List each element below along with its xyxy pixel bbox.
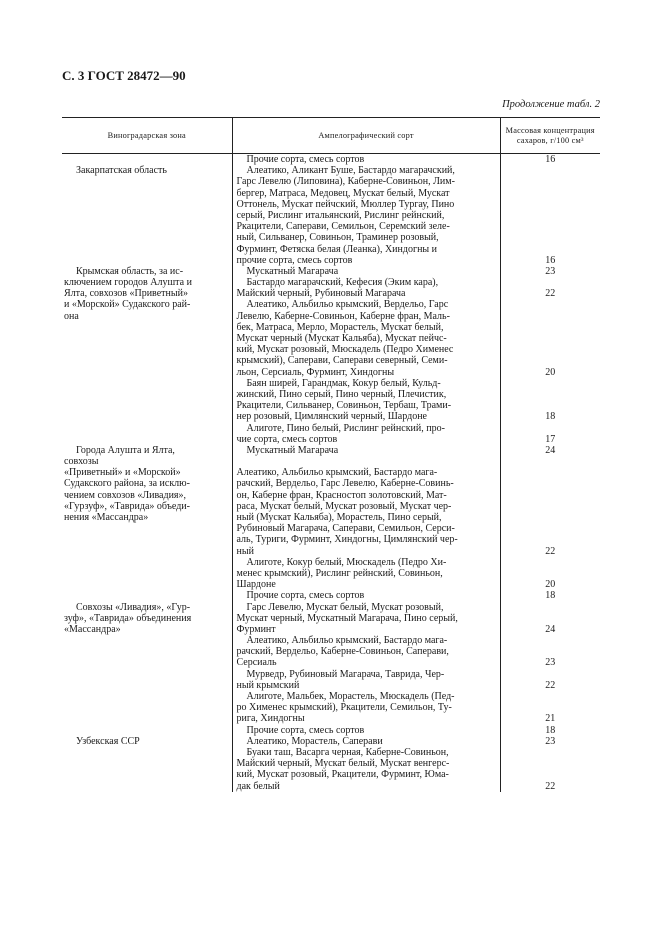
zone-name-line: она: [64, 310, 79, 322]
variety-line: прочие сорта, смесь сортов: [236, 254, 353, 266]
column-header-variety: Ампелографический сорт: [232, 118, 500, 154]
variety-cell: [232, 445, 500, 602]
zone-name-line: Узбекская ССР: [76, 735, 140, 747]
column-header-zone: Виноградарская зона: [62, 118, 232, 154]
variety-cell: [232, 154, 500, 266]
variety-line: Мускатный Магарача: [246, 444, 339, 456]
zone-name-line: Ялта, совхозов «Приветный»: [64, 288, 188, 300]
variety-line: Алеатико, Альбильо крымский, Бастардо мага-: [246, 635, 448, 647]
sugar-value: 17: [545, 433, 556, 445]
variety-line: ный: [236, 545, 254, 557]
variety-line: Ркацители, Саперави, Семильон, Серемский зеле-: [236, 221, 450, 233]
variety-line: Гарс Левелю (Липовина), Каберне-Совиньон, Лим-: [236, 176, 455, 188]
variety-line: бергер, Матраса, Медовец, Мускат белый, Мускат: [236, 187, 450, 199]
zone-name-line: Судакского района, за исклю-: [64, 478, 190, 490]
variety-line: Алеатико, Морастель, Саперави: [246, 735, 383, 747]
variety-line: Алеатико, Альбильо крымский, Вердельо, Гарс: [246, 299, 449, 311]
zone-cell: [62, 736, 232, 792]
variety-line: рига, Хиндогны: [236, 713, 305, 725]
variety-line: бек, Матраса, Мерло, Морастель, Мускат белый,: [236, 321, 444, 333]
zone-row: [62, 602, 600, 736]
variety-line: [233, 456, 500, 467]
variety-line: Бастардо магарачский, Кефесия (Эким кара),: [246, 277, 439, 289]
table-header-row: [62, 118, 600, 154]
variety-line: Фурминт, Фетяска белая (Леанка), Хиндогны и: [236, 243, 437, 255]
sugar-value: 24: [545, 623, 556, 635]
variety-line: Шардоне: [236, 579, 276, 591]
zone-name-line: чением совхозов «Ливадия»,: [64, 489, 187, 501]
sugar-value: 22: [545, 545, 556, 557]
sugar-concentration-table: [62, 117, 600, 792]
zone-name-line: зуф», «Таврида» объединения: [64, 612, 192, 624]
variety-line: менес крымский), Рислинг рейнский, Совиньон,: [236, 567, 443, 579]
variety-cell: [232, 602, 500, 736]
variety-line: льон, Серсиаль, Фурминт, Хиндогны: [236, 366, 395, 378]
sugar-value: 22: [545, 679, 556, 691]
sugar-value: 23: [545, 265, 556, 277]
variety-line: ро Хименес крымский), Ркацители, Семильон, Ту-: [236, 702, 452, 714]
variety-cell: [232, 266, 500, 445]
variety-line: Мускат черный (Мускат Кальяба), Мускат пейчс-: [236, 333, 447, 344]
zone-name-line: Крымская область, за ис-: [76, 265, 184, 277]
sugar-value: 18: [545, 724, 556, 736]
variety-line: Алиготе, Кокур белый, Мюскадель (Педро Хи-: [246, 556, 447, 568]
zone-cell: [62, 445, 232, 602]
variety-line: нер розовый, Цимлянский черный, Шардоне: [236, 411, 427, 423]
variety-line: Прочие сорта, смесь сортов: [246, 154, 365, 165]
variety-line: Алеатико, Альбильо крымский, Бастардо мага-: [236, 467, 438, 479]
variety-line: серый, Рислинг итальянский, Рислинг рейнский,: [236, 209, 445, 221]
sugar-value: 18: [545, 590, 556, 602]
sugar-value: 24: [545, 444, 556, 456]
variety-line: Майский черный, Мускат белый, Мускат венгерс-: [236, 758, 450, 770]
zone-name-line: ключением городов Алушта и: [64, 277, 192, 289]
zone-row: [62, 266, 600, 445]
sugar-value: 22: [545, 288, 556, 300]
sugar-value: 16: [545, 154, 556, 165]
value-cell: [500, 602, 600, 736]
sugar-value: 20: [545, 366, 556, 378]
table-caption: Продолжение табл. 2: [502, 99, 600, 110]
variety-line: Ркацители, Сильванер, Совиньон, Тербаш, Трами-: [236, 400, 452, 412]
variety-line: он, Каберне фран, Красностоп золотовский, Мат-: [236, 489, 447, 501]
sugar-value: 23: [545, 735, 556, 747]
variety-line: ный, Сильванер, Совиньон, Траминер розовый,: [236, 232, 439, 244]
variety-line: крымский), Саперави, Саперави северный, Семи-: [236, 355, 448, 367]
variety-line: Серсиаль: [236, 657, 277, 669]
variety-line: жинский, Пино серый, Пино черный, Плечистик,: [236, 388, 447, 400]
page-header: С. 3 ГОСТ 28472—90: [62, 68, 186, 83]
sugar-value: 16: [545, 254, 556, 266]
column-header-sugar: Массовая концентрация сахаров, г/100 см³: [500, 118, 600, 154]
zone-cell: [62, 266, 232, 445]
variety-line: чие сорта, смесь сортов: [236, 433, 338, 445]
zone-name-line: Города Алушта и Ялта,: [76, 444, 175, 456]
variety-line: Мускатный Магарача: [246, 265, 339, 277]
sugar-value: 18: [545, 411, 556, 423]
variety-line: Фурминт: [236, 623, 276, 635]
variety-line: Левелю, Каберне-Совиньон, Каберне фран, Маль-: [236, 310, 450, 322]
variety-line: рачский, Вердельо, Гарс Левелю, Каберне-Совинь-: [236, 478, 454, 490]
zone-cell: [62, 154, 232, 266]
value-cell: [500, 266, 600, 445]
sugar-value: 22: [545, 780, 556, 792]
variety-line: Гарс Левелю, Мускат белый, Мускат розовый,: [246, 601, 444, 613]
zone-name-line: Закарпатская область: [76, 165, 167, 177]
variety-line: Оттонель, Мускат пейчский, Мюллер Тургау, Пино: [236, 198, 455, 210]
variety-line: ный (Мускат Кальяба), Морастель, Пино серый,: [236, 512, 442, 523]
variety-line: Мускат черный, Мускатный Магарача, Пино серый,: [236, 612, 458, 624]
variety-line: кий, Мускат розовый, Мюскадель (Педро Хименес: [236, 344, 454, 356]
zone-name-line: «Гурзуф», «Таврида» объеди-: [64, 500, 190, 512]
sugar-value: 20: [545, 579, 556, 591]
variety-line: Буаки таш, Васарга черная, Каберне-Совиньон,: [246, 746, 449, 758]
variety-line: Баян ширей, Гарандмак, Кокур белый, Кульд-: [246, 377, 441, 389]
zone-name-line: совхозы: [64, 456, 99, 468]
variety-line: рачский, Вердельо, Каберне-Совиньон, Саперави,: [236, 646, 449, 658]
variety-line: Мурведр, Рубиновый Магарача, Таврида, Чер-: [246, 668, 445, 680]
sugar-value: 23: [545, 657, 556, 669]
variety-line: кий, Мускат розовый, Ркацители, Фурминт, Юма-: [236, 769, 449, 781]
variety-line: Прочие сорта, смесь сортов: [246, 724, 365, 736]
zone-row: [62, 154, 600, 266]
zone-cell: [62, 602, 232, 736]
zone-name-line: нения «Массандра»: [64, 512, 149, 523]
variety-line: Рубиновый Магарача, Саперави, Семильон, Серси-: [236, 523, 455, 535]
zone-row: [62, 445, 600, 602]
sugar-value: 21: [545, 713, 556, 725]
zone-name-line: Совхозы «Ливадия», «Гур-: [76, 601, 191, 613]
variety-line: аль, Туриги, Фурминт, Хиндогны, Цимлянский чер-: [236, 534, 458, 546]
variety-line: Алеатико, Аликант Буше, Бастардо магарачский,: [246, 165, 455, 177]
value-cell: [500, 445, 600, 602]
variety-line: Прочие сорта, смесь сортов: [246, 590, 365, 602]
value-cell: [500, 736, 600, 792]
zone-name-line: «Массандра»: [64, 623, 121, 635]
variety-line: Алиготе, Мальбек, Морастель, Мюскадель (Пед-: [246, 691, 455, 702]
variety-line: Алиготе, Пино белый, Рислинг рейнский, про-: [246, 422, 445, 434]
variety-line: раса, Мускат белый, Мускат розовый, Мускат чер-: [236, 500, 452, 512]
variety-line: ный крымский: [236, 679, 300, 691]
variety-line: Майский черный, Рубиновый Магарача: [236, 288, 406, 300]
variety-line: дак белый: [236, 780, 280, 792]
zone-row: [62, 736, 600, 792]
table-body: [62, 154, 600, 792]
zone-name-line: «Приветный» и «Морской»: [64, 467, 181, 479]
variety-cell: [232, 736, 500, 792]
zone-name-line: и «Морской» Судакского рай-: [64, 299, 191, 311]
value-cell: [500, 154, 600, 266]
